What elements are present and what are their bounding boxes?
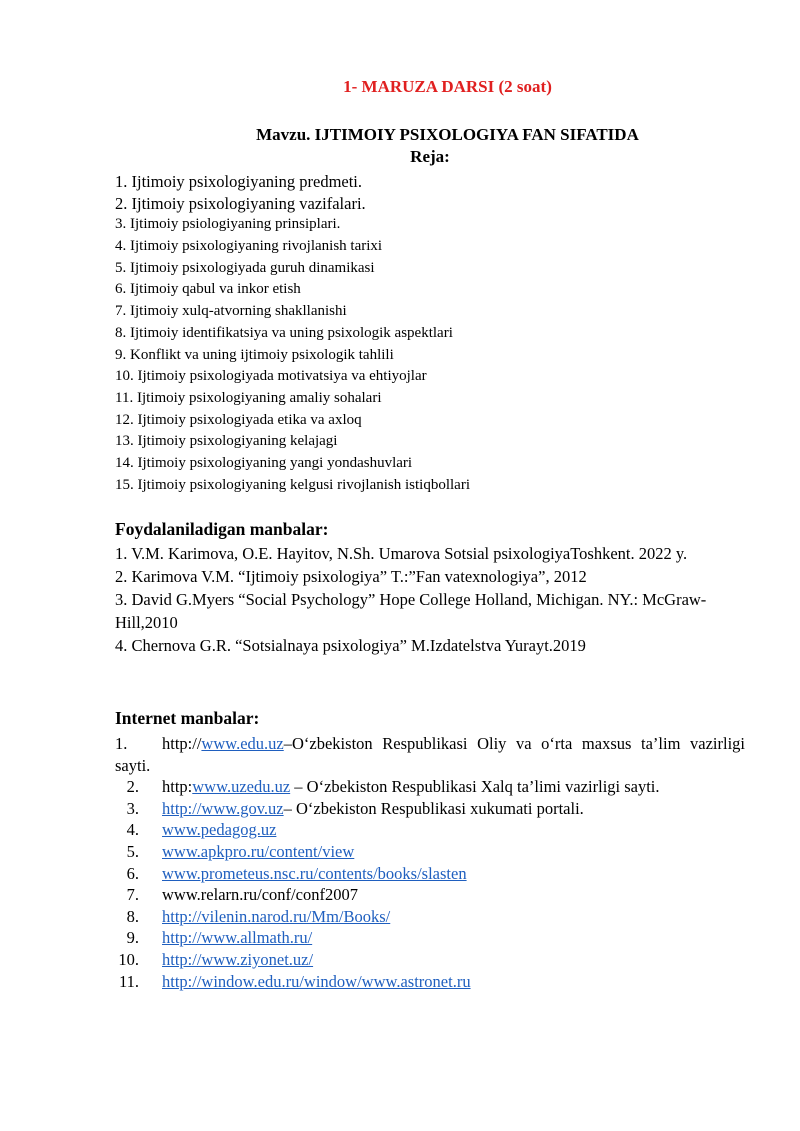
url-link[interactable]: www.pedagog.uz <box>162 820 277 840</box>
url-description: –O‘zbekiston Respublikasi Oliy va o‘rta maxsus ta’lim vazirligi sayti. <box>115 734 745 775</box>
internet-item <box>115 863 745 885</box>
item-number: 5. <box>126 841 139 861</box>
sources-heading: Foydalaniladigan manbalar: <box>115 519 329 539</box>
url-link[interactable]: www.prometeus.nsc.ru/contents/books/slasten <box>162 863 467 883</box>
plan-list <box>115 171 470 496</box>
url-prefix: www.relarn.ru/conf/conf2007 <box>162 885 358 905</box>
url-description: – O‘zbekiston Respublikasi Xalq ta’limi vazirligi sayti. <box>290 777 660 797</box>
plan-item: 8. Ijtimoiy identifikatsiya va uning psixologik aspektlari <box>115 324 453 341</box>
plan-item: 13. Ijtimoiy psixologiyaning kelajagi <box>115 433 338 450</box>
topic-heading: Mavzu. IJTIMOIY PSIXOLOGIYA FAN SIFATIDA <box>256 125 639 144</box>
url-link[interactable]: http://window.edu.ru/window/www.astronet.ru <box>162 971 471 991</box>
internet-item <box>115 841 745 863</box>
item-number: 8. <box>126 906 139 926</box>
plan-item: 5. Ijtimoiy psixologiyada guruh dinamikasi <box>115 259 375 276</box>
item-number: 1. <box>115 734 128 753</box>
internet-item <box>115 906 745 928</box>
plan-heading: Reja: <box>410 147 450 166</box>
url-link[interactable]: www.edu.uz <box>201 734 284 753</box>
internet-item <box>115 798 745 820</box>
plan-item: 11. Ijtimoiy psixologiyaning amaliy sohalari <box>115 389 382 406</box>
item-number: 3. <box>126 798 139 818</box>
url-description: – O‘zbekiston Respublikasi xukumati portali. <box>283 798 584 818</box>
source-item: 4. Chernova G.R. “Sotsialnaya psixologiya” M.Izdatelstva Yurayt.2019 <box>115 636 586 655</box>
plan-item: 2. Ijtimoiy psixologiyaning vazifalari. <box>115 193 366 213</box>
item-number: 7. <box>126 885 139 905</box>
source-item: 3. David G.Myers “Social Psychology” Hope College Holland, Michigan. NY.: McGraw-Hill,2010 <box>115 590 707 632</box>
plan-item: 9. Konflikt va uning ijtimoiy psixologik tahlili <box>115 346 394 363</box>
source-item: 1. V.M. Karimova, O.E. Hayitov, N.Sh. Umarova Sotsial psixologiyaToshkent. 2022 y. <box>115 544 688 563</box>
item-number: 10. <box>118 949 139 969</box>
plan-item: 12. Ijtimoiy psixologiyada etika va axloq <box>115 411 362 428</box>
source-item: 2. Karimova V.M. “Ijtimoiy psixologiya” T.:”Fan vatexnologiya”, 2012 <box>115 567 587 586</box>
internet-heading: Internet manbalar: <box>115 708 260 728</box>
plan-item: 6. Ijtimoiy qabul va inkor etish <box>115 281 301 298</box>
item-number: 9. <box>126 928 139 948</box>
internet-item <box>115 884 745 906</box>
item-number: 4. <box>126 820 139 840</box>
item-number: 2. <box>126 777 139 797</box>
url-link[interactable]: www.apkpro.ru/content/view <box>162 841 355 861</box>
internet-item <box>115 776 745 798</box>
url-link[interactable]: http://vilenin.narod.ru/Mm/Books/ <box>162 906 391 926</box>
item-number: 11. <box>118 971 139 991</box>
url-link[interactable]: http://www.gov.uz <box>162 798 284 818</box>
lecture-title: 1- MARUZA DARSI (2 soat) <box>343 77 552 96</box>
url-prefix: http: <box>162 777 193 797</box>
internet-list <box>115 733 745 992</box>
internet-item <box>115 733 745 776</box>
plan-item: 15. Ijtimoiy psixologiyaning kelgusi rivojlanish istiqbollari <box>115 476 470 493</box>
plan-item: 14. Ijtimoiy psixologiyaning yangi yondashuvlari <box>115 454 413 471</box>
item-number: 6. <box>126 863 139 883</box>
plan-item: 4. Ijtimoiy psixologiyaning rivojlanish tarixi <box>115 238 383 255</box>
plan-item: 3. Ijtimoiy psiologiyaning prinsiplari. <box>115 216 341 233</box>
plan-item: 10. Ijtimoiy psixologiyada motivatsiya va ehtiyojlar <box>115 368 427 385</box>
internet-item <box>115 927 745 949</box>
plan-item: 1. Ijtimoiy psixologiyaning predmeti. <box>115 172 363 191</box>
internet-item <box>115 819 745 841</box>
plan-item: 7. Ijtimoiy xulq-atvorning shakllanishi <box>115 303 347 320</box>
url-link[interactable]: http://www.allmath.ru/ <box>162 928 313 948</box>
internet-item <box>115 971 745 993</box>
internet-item <box>115 949 745 971</box>
url-link[interactable]: www.uzedu.uz <box>192 777 291 797</box>
url-link[interactable]: http://www.ziyonet.uz/ <box>162 949 314 969</box>
url-prefix: http:// <box>162 734 202 753</box>
sources-list <box>115 542 745 657</box>
